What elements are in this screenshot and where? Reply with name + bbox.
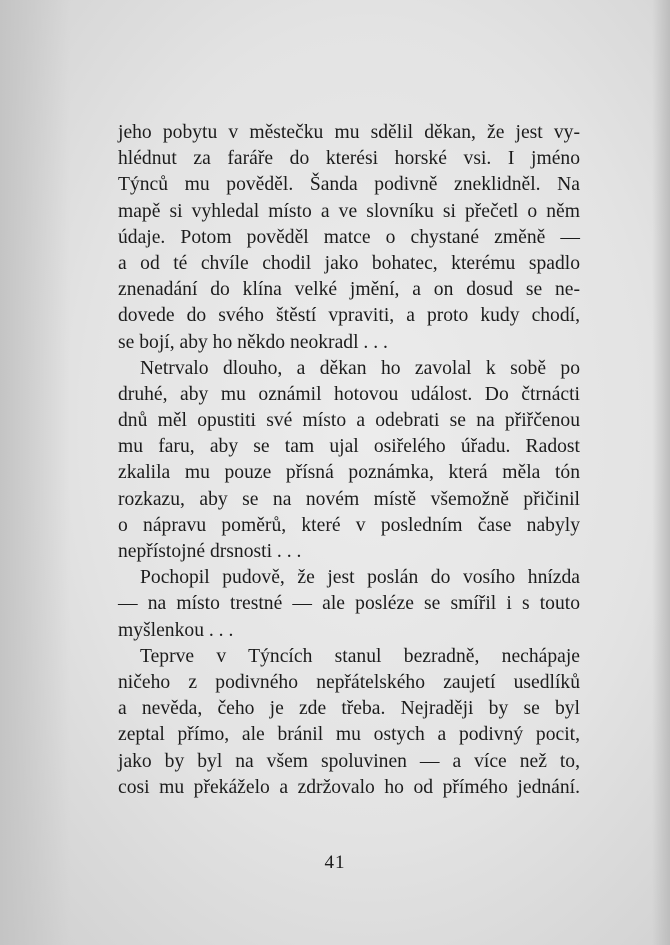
text-line: — na místo trestné — ale posléze se smířil i s touto [118, 593, 580, 615]
paragraph-start-line: Teprve v Týncích stanul bezradně, nechápaje [140, 645, 580, 667]
paragraph-start-line: Netrvalo dlouho, a děkan ho zavolal k sobě po [140, 357, 580, 379]
text-line: dnů měl opustiti své místo a odebrati se na přiřčenou [118, 410, 580, 432]
text-line: a od té chvíle chodil jako bohatec, kterému spadlo [118, 252, 580, 274]
text-line: Týnců mu pověděl. Šanda podivně zneklidněl. Na [118, 174, 580, 196]
body-text [118, 120, 580, 801]
text-line: se bojí, aby ho někdo neokradl . . . [118, 331, 388, 353]
text-line: zkalila mu pouze přísná poznámka, která měla tón [118, 462, 580, 484]
text-line: o nápravu poměrů, které v posledním čase nabyly [118, 514, 580, 536]
text-line: nepřístojné drsnosti . . . [118, 541, 302, 562]
text-line: zeptal přímo, ale bránil mu ostych a podivný pocit, [118, 724, 580, 746]
text-line: dovede do svého štěstí vpraviti, a proto kudy chodí, [118, 305, 580, 327]
text-line: znenadání do klína velké jmění, a on dosud se ne- [118, 279, 580, 301]
text-line: jako by byl na všem spoluvinen — a více než to, [118, 750, 580, 772]
text-line: a nevěda, čeho je zde třeba. Nejraději by se byl [118, 698, 580, 720]
text-line: druhé, aby mu oznámil hotovou událost. Do čtrnácti [118, 383, 580, 405]
text-line: mu faru, aby se tam ujal osiřelého úřadu. Radost [118, 436, 580, 458]
page-number: 41 [324, 852, 346, 873]
text-line: cosi mu překáželo a zdržovalo ho od přímého jednání. [118, 776, 580, 798]
text-line: jeho pobytu v městečku mu sdělil děkan, že jest vy- [118, 122, 580, 143]
text-line: mapě si vyhledal místo a ve slovníku si přečetl o něm [118, 200, 580, 222]
text-line: ničeho z podivného nepřátelského zaujetí usedlíků [118, 671, 580, 693]
paragraph-start-line: Pochopil pudově, že jest poslán do vosího hnízda [140, 567, 580, 589]
text-line: myšlenkou . . . [118, 619, 234, 641]
text-line: hlédnut za faráře do kterési horské vsi. I jméno [118, 148, 580, 170]
text-line: rozkazu, aby se na novém místě všemožně přičinil [118, 488, 580, 510]
text-line: údaje. Potom pověděl matce o chystané změně — [118, 226, 580, 248]
